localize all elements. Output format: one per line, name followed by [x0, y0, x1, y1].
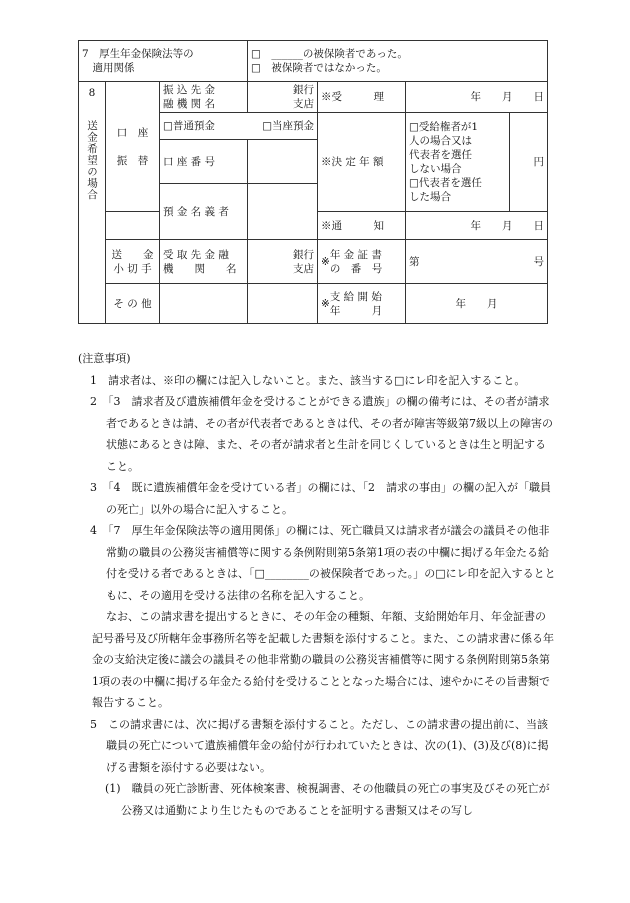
kettei-yen-field[interactable]: 円: [510, 113, 548, 212]
row7-option-not-insured[interactable]: □ 被保険者ではなかった。: [251, 62, 387, 74]
row8-number: 8: [88, 87, 96, 99]
tsuchi-label: ※通 知: [318, 212, 406, 240]
notes-section: [78, 348, 556, 821]
jukyu-options[interactable]: □受給権者が1 人の場合又は 代表者を選任 しない場合 □代表者を選任 した場合: [406, 113, 510, 212]
account-number-field[interactable]: [248, 140, 318, 184]
sonota-label: そ の 他: [106, 284, 160, 324]
notes-heading: (注意事項): [78, 352, 131, 365]
row7-option-insured[interactable]: □ ______の被保険者であった。: [251, 48, 408, 60]
shosho-label: 年 金 証 書 の 番 号: [329, 248, 383, 275]
note-5-item-1: (1) 職員の死亡診断書、死体検案書、検視調書、その他職員の死亡の事実及びその死亡が公務又は通勤により生じたものであることを証明する書類又はその写し: [105, 782, 550, 817]
row7-label: 7 厚生年金保険法等の 適用関係: [79, 41, 248, 82]
sonota-field-2[interactable]: [248, 284, 318, 324]
sonota-field-1[interactable]: [160, 284, 248, 324]
tsuchi-date-field[interactable]: 年 月 日: [406, 212, 548, 240]
shosho-dai: 第: [409, 255, 420, 268]
kaishi-label: 支 給 開 始 年 月: [329, 290, 383, 317]
kaishi-mark: ※: [321, 297, 330, 310]
uketori-branch-field[interactable]: 銀行 支店: [248, 240, 318, 284]
note-4: 4 「7 厚生年金保険法等の適用関係」の欄には、死亡職員又は請求者が議会の議員その他非常勤の職員の公務災害補償等に関する条例附則第5条第1項の表の中欄に掲げる年金たる給付を受ける者であるときは、「□________の被保険者であった。」の□にレ印を記入するとともに、その適用を受ける法律の名称を記入すること。: [90, 524, 556, 602]
futsu-checkbox[interactable]: □普通預金: [163, 120, 215, 132]
note-3: 3 「4 既に遺族補償年金を受けている者」の欄には、「2 請求の事由」の欄の記入が「職員の死亡」以外の場合に記入すること。: [90, 481, 551, 516]
toza-checkbox[interactable]: □当座預金: [262, 120, 314, 132]
koza-furikae-label: 口 座 振 替: [106, 82, 160, 212]
note-2: 2 「3 請求者及び遺族補償年金を受けることができる遺族」の欄の備考には、その者が請求者であるときは請、その者が代表者であるときは代、その者が障害等級第7級以上の障害の状態にあるときは障、また、その者が請求者と生計を同じくしているときは生と明記すること。: [90, 395, 553, 473]
account-holder-label: 預 金 名 義 者: [160, 184, 248, 240]
bank-branch-field[interactable]: 銀行 支店: [248, 82, 318, 113]
row8-cell: [79, 82, 106, 324]
juri-label: ※受 理: [318, 82, 406, 113]
row8-koza-spacer: [106, 212, 160, 240]
shosho-number-field[interactable]: [406, 240, 548, 284]
furikomi-bank-label: 振 込 先 金 融 機 関 名: [160, 82, 248, 113]
row7-options: [248, 41, 548, 82]
account-number-label: 口 座 番 号: [160, 140, 248, 184]
row8-side-label: 送金希望の場合: [86, 119, 98, 201]
account-type-cell: [160, 113, 318, 140]
note-1: 1 請求者は、※印の欄には記入しないこと。また、該当する□にレ印を記入すること。: [90, 373, 526, 387]
kettei-label: ※決 定 年 額: [318, 113, 406, 212]
note-4-supplement: なお、この請求書を提出するときに、その年金の種類、年額、支給開始年月、年金証書の記号番号及び所轄年金事務所名等を記載した書類を添付すること。また、この請求書に係る年金の支給決定後に議会の議員その他非常勤の職員の公務災害補償等に関する条例附則第5条第1項の表の中欄に掲げる年金たる給付を受けることとなった場合には、速やかにその旨書類で報告すること。: [92, 610, 554, 709]
kaishi-label-cell: [318, 284, 406, 324]
uketori-bank-label: 受 取 先 金 融 機 関 名: [160, 240, 248, 284]
sokin-kogitte-label: 送 金 小 切 手: [106, 240, 160, 284]
note-5: 5 この請求書には、次に掲げる書類を添付すること。ただし、この請求書の提出前に、当該職員の死亡について遺族補償年金の給付が行われていたときは、次の(1)、(3)及び(8)に掲げる書類を添付する必要はない。: [90, 717, 549, 774]
shosho-go: 号: [533, 255, 544, 268]
account-holder-field[interactable]: [248, 184, 318, 240]
juri-date-field[interactable]: 年 月 日: [406, 82, 548, 113]
shosho-label-cell: [318, 240, 406, 284]
kaishi-date-field[interactable]: 年 月: [406, 284, 548, 324]
claim-form-table: [78, 40, 548, 324]
shosho-mark: ※: [321, 255, 330, 268]
